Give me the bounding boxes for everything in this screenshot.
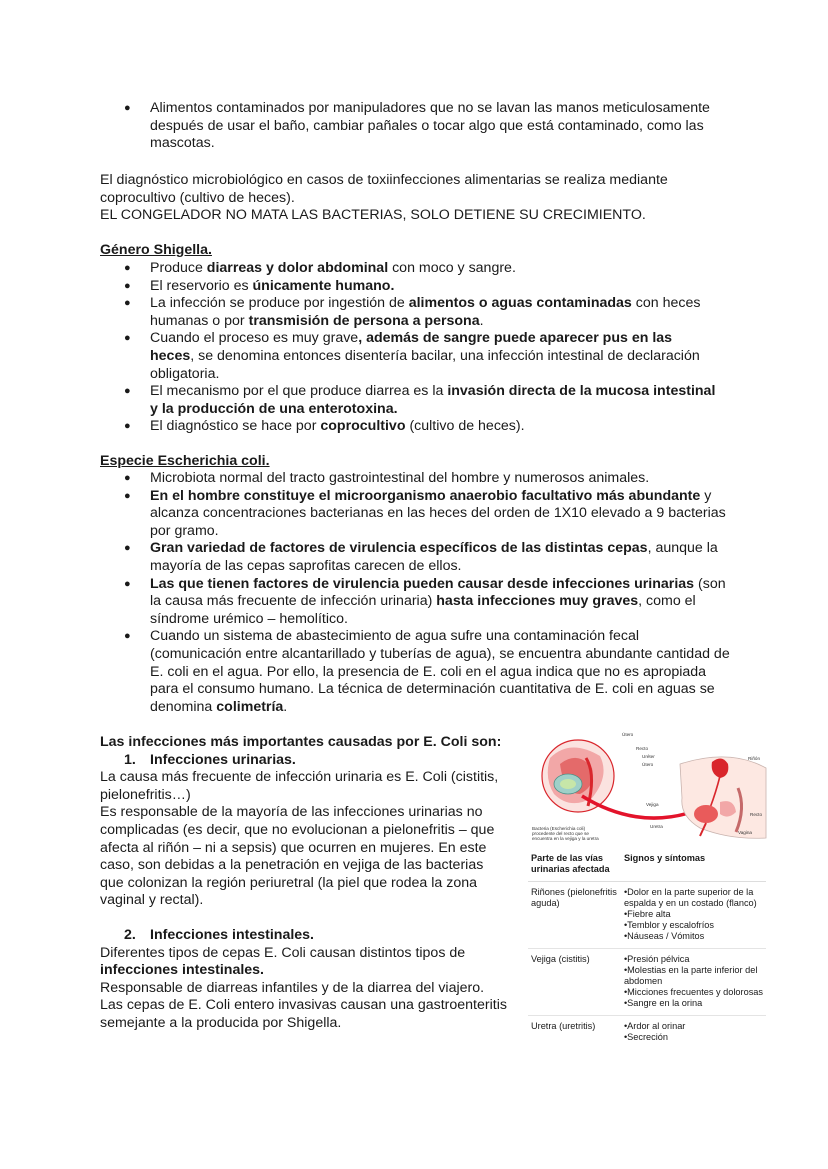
list-item: ● El reservorio es únicamente humano. — [100, 278, 720, 296]
ecoli-heading: Especie Escherichia coli. — [100, 453, 270, 469]
urinary-p1: La causa más frecuente de infección urinaria es E. Coli (cistitis, pielonefritis…) — [100, 769, 499, 803]
label-vagina: Vagina — [738, 830, 752, 835]
list-item: ● La infección se produce por ingestión de alimentos o aguas contaminadas con heces humanas o por transmisión de persona a persona. — [100, 295, 720, 330]
label-uretra: Uretra — [650, 824, 663, 829]
list-item: ● Gran variedad de factores de virulencia específicos de las distintas cepas, aunque la mayoría de las cepas saprofitas carecen de ellos. — [100, 540, 730, 575]
list-item: ● Microbiota normal del tracto gastrointestinal del hombre y numerosos animales. — [100, 470, 730, 488]
label-bacteria-1: Bacteria (Escherichia coli) — [532, 826, 586, 831]
label-recto-2: Recto — [750, 812, 763, 817]
list-item: ● En el hombre constituye el microorganismo anaerobio facultativo más abundante y alcanza concentraciones bacterianas en las heces del orden de 1X10 elevado a 9 bacterias por gramo. — [100, 488, 730, 541]
label-utero: Útero — [622, 732, 634, 737]
symptoms-table — [528, 848, 766, 1049]
intro-list — [100, 100, 720, 153]
infections-title: Las infecciones más importantes causadas por E. Coli son: — [100, 734, 502, 750]
urinary-anatomy-illustration — [530, 728, 770, 846]
diagnostic-paragraph — [100, 172, 740, 225]
label-ureter: Uréter — [642, 754, 655, 759]
intestinal-p1: Diferentes tipos de cepas E. Coli causan distintos tipos de infecciones intestinales. — [100, 944, 466, 979]
list-item: ● El mecanismo por el que produce diarrea es la invasión directa de la mucosa intestinal y la producción de una enterotoxina. — [100, 383, 720, 418]
shigella-heading: Género Shigella. — [100, 242, 212, 258]
table-header: Signos y síntomas — [621, 848, 766, 882]
intestinal-p3: Las cepas de E. Coli entero invasivas causan una gastroenteritis semejante a la producida por Shigella. — [100, 997, 507, 1031]
intestinal-p2: Responsable de diarreas infantiles y de la diarrea del viajero. — [100, 979, 485, 996]
label-bacteria-2: procedente del recto que se — [532, 831, 589, 836]
ecoli-list — [100, 470, 730, 716]
table-row: Vejiga (cistitis) •Presión pélvica •Molestias en la parte inferior del abdomen •Micciones frecuentes y dolorosas •Sangre en la orina — [528, 949, 766, 1016]
diagnostic-text: El diagnóstico microbiológico en casos de toxiinfecciones alimentarias se realiza mediante coprocultivo (cultivo de heces). — [100, 172, 668, 206]
list-item: ● El diagnóstico se hace por coprocultivo (cultivo de heces). — [100, 418, 720, 436]
label-recto: Recto — [636, 746, 649, 751]
subheading-urinary: 1. Infecciones urinarias. — [124, 751, 296, 768]
list-item: ● Cuando el proceso es muy grave, además de sangre puede aparecer pus en las heces, se denomina entonces disentería bacilar, una infección intestinal de declaración obligatoria. — [100, 330, 720, 383]
label-rinon: Riñón — [748, 756, 761, 761]
label-bacteria-3: encuentra en la vejiga y la uretra — [532, 836, 599, 841]
table-row: Uretra (uretritis) •Ardor al orinar •Secreción — [531, 1021, 686, 1042]
table-row: Riñones (pielonefritis aguda) •Dolor en la parte superior de la espalda y en un costado (flanco) •Fiebre alta •Temblor y escalofríos •Náuseas / Vómitos — [528, 882, 766, 949]
list-item: ● Las que tienen factores de virulencia pueden causar desde infecciones urinarias (son la causa más frecuente de infección urinaria) hasta infecciones muy graves, como el síndrome urémico – hemolítico. — [100, 576, 730, 629]
urinary-p2: Es responsable de la mayoría de las infecciones urinarias no complicadas (es decir, que no evolucionan a pielonefritis – que afecta al riñón – ni a sepsis) que ocurren en mujeres. En este caso, son debidas a la penetración en vejiga de las bacterias que colonizan la región periuretral (la piel que rodea la zona vaginal y rectal). — [100, 804, 495, 909]
shigella-list — [100, 260, 720, 436]
list-item: ● Alimentos contaminados por manipuladores que no se lavan las manos meticulosamente después de usar el baño, cambiar pañales o tocar algo que está contaminado, como las mascotas. — [100, 100, 720, 153]
freezer-note: EL CONGELADOR NO MATA LAS BACTERIAS, SOLO DETIENE SU CRECIMIENTO. — [100, 207, 646, 224]
table-header: Parte de las vías urinarias afectada — [528, 848, 621, 882]
subheading-intestinal: 2. Infecciones intestinales. — [124, 926, 315, 943]
label-utero-2: Útero — [642, 762, 654, 767]
list-item: ● Cuando un sistema de abastecimiento de agua sufre una contaminación fecal (comunicación entre alcantarillado y tuberías de agua), se encuentra abundante cantidad de E. coli en el agua. Por ello, la presencia de E. coli en el agua indica que no es apropiada para el consumo humano. La técnica de determinación cuantitativa de E. coli en aguas se denomina colimetría. — [100, 628, 730, 716]
list-item: ● Produce diarreas y dolor abdominal con moco y sangre. — [100, 260, 720, 278]
infections-section — [100, 734, 510, 1033]
label-vejiga: Vejiga — [646, 802, 659, 807]
